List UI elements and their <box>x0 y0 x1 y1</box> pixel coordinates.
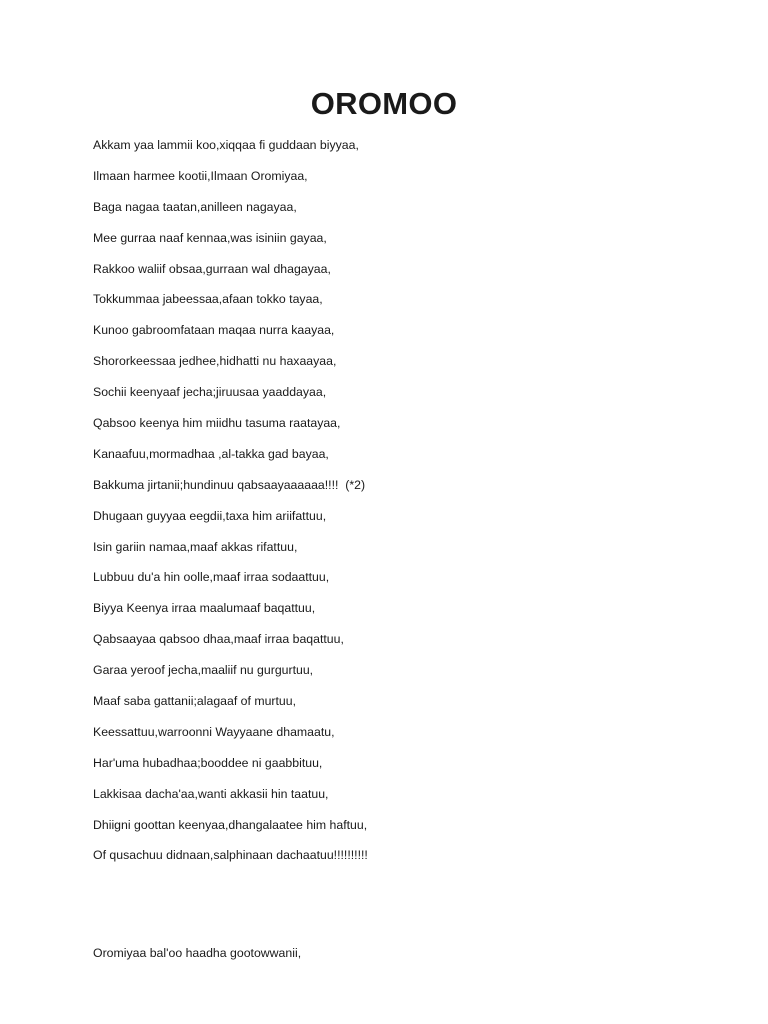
poem-line: Shororkeessaa jedhee,hidhatti nu haxaayaa, <box>93 354 337 369</box>
poem-line: Garaa yeroof jecha,maaliif nu gurgurtuu, <box>93 663 314 678</box>
poem-line: Rakkoo waliif obsaa,gurraan wal dhagayaa, <box>93 261 331 276</box>
document-title: OROMOO <box>310 86 458 121</box>
poem-line: Mee gurraa naaf kennaa,was isiniin gayaa, <box>93 230 327 245</box>
poem-stanza-1 <box>93 137 368 878</box>
poem-line: Dhiigni goottan keenyaa,dhangalaatee him haftuu, <box>93 817 368 832</box>
poem-line: Keessattuu,warroonni Wayyaane dhamaatu, <box>93 724 335 739</box>
poem-line: Sochii keenyaaf jecha;jiruusaa yaaddayaa, <box>93 385 327 400</box>
poem-line: Isin gariin namaa,maaf akkas rifattuu, <box>93 539 298 554</box>
poem-line: Akkam yaa lammii koo,xiqqaa fi guddaan biyyaa, <box>93 138 359 152</box>
poem-line: Dhugaan guyyaa eegdii,taxa him ariifattuu, <box>93 508 327 523</box>
poem-line: Biyya Keenya irraa maalumaaf baqattuu, <box>93 601 316 616</box>
poem-line: Lubbuu du'a hin oolle,maaf irraa sodaattuu, <box>93 570 330 585</box>
poem-line: Kunoo gabroomfataan maqaa nurra kaayaa, <box>93 323 335 338</box>
poem-line: Tokkummaa jabeessaa,afaan tokko tayaa, <box>93 292 323 307</box>
poem-line: Ilmaan harmee kootii,Ilmaan Oromiyaa, <box>93 168 308 183</box>
poem-line: Maaf saba gattanii;alagaaf of murtuu, <box>93 694 297 709</box>
poem-line: Qabsaayaa qabsoo dhaa,maaf irraa baqattuu, <box>93 632 344 647</box>
poem-line: Qabsoo keenya him miidhu tasuma raatayaa, <box>93 416 341 431</box>
poem-line: Lakkisaa dacha'aa,wanti akkasii hin taatuu, <box>93 786 329 801</box>
poem-line: Har'uma hubadhaa;booddee ni gaabbituu, <box>93 755 323 770</box>
poem-line: Oromiyaa bal'oo haadha gootowwanii, <box>93 946 302 960</box>
poem-line: Kanaafuu,mormadhaa ,al-takka gad bayaa, <box>93 446 329 461</box>
poem-stanza-2 <box>93 911 301 996</box>
poem-line: Bakkuma jirtanii;hundinuu qabsaayaaaaaa!!!! (*2) <box>93 477 366 492</box>
poem-line: Baga nagaa taatan,anilleen nagayaa, <box>93 199 297 214</box>
poem-line: Of qusachuu didnaan,salphinaan dachaatuu!!!!!!!!!! <box>93 848 368 863</box>
